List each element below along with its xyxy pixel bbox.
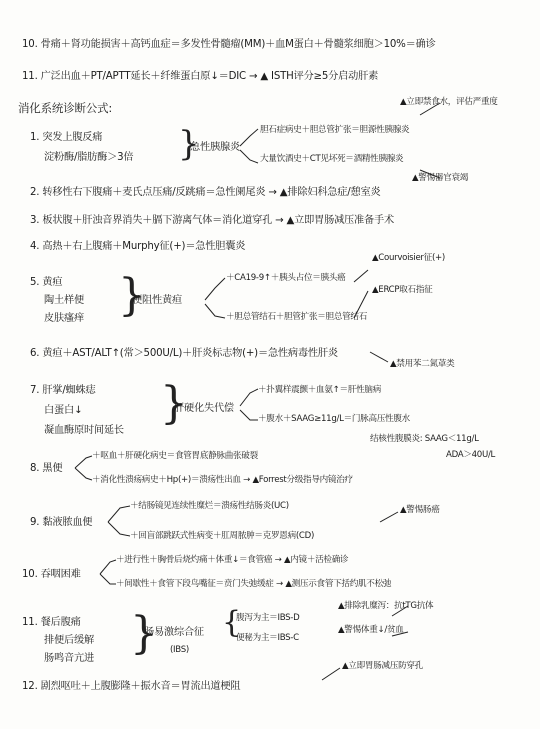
item-12-note: ▲立即胃肠减压防穿孔 (342, 661, 423, 671)
item-4-cholecystitis: 4. 高热＋右上腹痛＋Murphy征(+)＝急性胆囊炎 (30, 241, 246, 252)
item-11-diagnosis: 肠易激综合征 (144, 627, 204, 638)
item-1-alcoholic: 大量饮酒史＋CT见坏死＝酒精性胰腺炎 (260, 154, 404, 164)
item-10-dysphagia: 10. 吞咽困难 (22, 569, 81, 580)
item-1-biliary: 胆石症病史＋胆总管扩张＝胆源性胰腺炎 (260, 125, 410, 135)
item-11-note-celiac: ▲排除乳糜泻：抗tTG抗体 (338, 601, 434, 611)
item-9-crohns: ＋回盲部跳跃式性病变＋肛周脓肿＝克罗恩病(CD) (130, 531, 314, 541)
item-5-note-courvoisier: ▲Courvoisier征(+) (372, 253, 445, 263)
item-7-symptom-3: 凝血酶原时间延长 (44, 425, 124, 436)
item-5-choledocholithiasis: ＋胆总管结石＋胆管扩张＝胆总管结石 (226, 312, 367, 322)
item-11-ibs-d: 腹泻为主＝IBS-D (236, 613, 300, 623)
item-9-note: ▲警惕肠癌 (400, 505, 440, 515)
item-8-melena: 8. 黑便 (30, 463, 63, 474)
item-7-symptom-1: 7. 肝掌/蜘蛛痣 (30, 385, 96, 396)
item-7-hepatic-encephalopathy: ＋扑翼样震颤＋血氨↑＝肝性脑病 (258, 385, 382, 395)
item-9-bloody-stool: 9. 黏液脓血便 (30, 517, 93, 528)
item-1-note-fasting: ▲立即禁食水，评估严重度 (400, 97, 498, 107)
item-7-tb-peritonitis: 结核性腹膜炎: SAAG＜11g/L (370, 434, 479, 444)
item-2-appendicitis: 2. 转移性右下腹痛＋麦氏点压痛/反跳痛＝急性阑尾炎 → ▲排除妇科急症/憩室炎 (30, 187, 381, 198)
item-11-sub-brace: { (222, 605, 242, 640)
item-11-symptom-1: 11. 餐后腹痛 (22, 617, 81, 628)
item-11-symptom-3: 肠鸣音亢进 (44, 653, 94, 664)
item-7-symptom-2: 白蛋白↓ (44, 405, 83, 416)
item-11-note-weight: ▲警惕体重↓/贫血 (338, 625, 404, 635)
item-8-varices: ＋呕血＋肝硬化病史＝食管胃底静脉曲张破裂 (92, 451, 258, 461)
item-11-brace: } (130, 608, 158, 659)
section-header: 消化系统诊断公式: (18, 101, 113, 115)
item-1-symptom-2: 淀粉酶/脂肪酶＞3倍 (44, 152, 134, 163)
item-11-symptom-2: 排便后缓解 (44, 635, 94, 646)
item-5-diagnosis: 梗阻性黄疸 (132, 295, 182, 306)
item-9-uc: ＋结肠镜见连续性糜烂＝溃疡性结肠炎(UC) (130, 501, 289, 511)
item-5-note-ercp: ▲ERCP取石指征 (372, 285, 433, 295)
item-5-symptom-1: 5. 黄疸 (30, 277, 63, 288)
item-8-ulcer-bleeding: ＋消化性溃疡病史＋Hp(+)＝溃疡性出血 → ▲Forrest分级指导内镜治疗 (92, 475, 353, 485)
item-6-note: ▲禁用苯二氮䓬类 (390, 359, 455, 369)
item-7-brace: } (160, 378, 188, 429)
item-10-esophageal-cancer: ＋进行性＋胸骨后烧灼痛＋体重↓＝食管癌 → ▲内镜＋活检确诊 (116, 555, 349, 565)
item-7-portal-ascites: ＋腹水＋SAAG≥11g/L＝门脉高压性腹水 (258, 414, 410, 424)
item-5-pancreatic-cancer: ＋CA19-9↑＋胰头占位＝胰头癌 (226, 273, 346, 283)
item-3-perforation: 3. 板状腹＋肝浊音界消失＋膈下游离气体＝消化道穿孔 → ▲立即胃肠减压准备手术 (30, 215, 394, 226)
item-11-ibs-c: 便秘为主＝IBS-C (236, 633, 299, 643)
item-11-ibs-label: (IBS) (170, 645, 189, 655)
line-10-multiple-myeloma: 10. 骨痛＋肾功能损害＋高钙血症＝多发性骨髓瘤(MM)＋血M蛋白＋骨髓浆细胞＞10%＝确诊 (22, 39, 436, 50)
item-1-brace: } (178, 124, 200, 164)
item-5-symptom-2: 陶土样便 (44, 295, 84, 306)
item-5-symptom-3: 皮肤瘙痒 (44, 313, 84, 324)
item-1-symptom-1: 1. 突发上腹反痛 (30, 132, 103, 143)
item-6-hepatitis: 6. 黄疸＋AST/ALT↑(常＞500U/L)＋肝炎标志物(+)＝急性病毒性肝炎 (30, 348, 338, 359)
line-11-dic: 11. 广泛出血＋PT/APTT延长＋纤维蛋白原↓＝DIC → ▲ ISTH评分≥5分启动肝素 (22, 71, 379, 82)
item-5-brace: } (118, 270, 146, 321)
item-7-ada: ADA＞40U/L (446, 450, 496, 460)
item-7-diagnosis: 肝硬化失代偿 (174, 403, 234, 414)
item-10-achalasia: ＋间歇性＋食管下段鸟嘴征＝贲门失弛缓症 → ▲测压示食管下括约肌不松弛 (116, 579, 392, 589)
item-12-outlet-obstruction: 12. 剧烈呕吐＋上腹膨隆＋振水音＝胃流出道梗阻 (22, 681, 241, 692)
item-1-diagnosis: 急性胰腺炎 (190, 142, 240, 153)
item-1-note-organ-failure: ▲警惕器官衰竭 (412, 173, 469, 183)
